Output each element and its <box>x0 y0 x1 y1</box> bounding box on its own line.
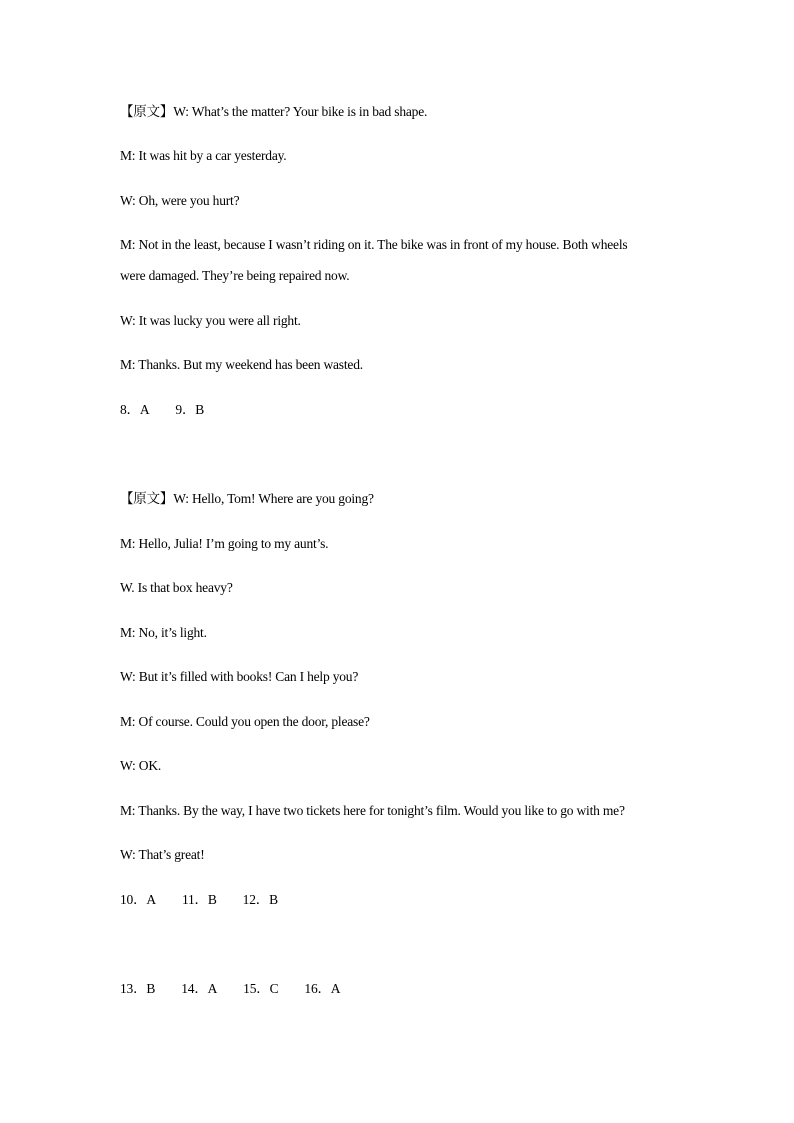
transcript-line: M: No, it’s light. <box>120 625 207 640</box>
transcript-line: W: OK. <box>120 758 162 773</box>
transcript-line: W: It was lucky you were all right. <box>120 313 301 328</box>
transcript-line: M: It was hit by a car yesterday. <box>120 148 287 163</box>
transcript-line: W: That’s great! <box>120 847 205 862</box>
transcript-line: M: Thanks. But my weekend has been wasted. <box>120 357 363 372</box>
answer-item: 10．A <box>120 892 156 907</box>
answer-item: 9．B <box>175 402 205 417</box>
answer-item: 11．B <box>181 892 217 907</box>
answer-item: 14．A <box>181 981 218 996</box>
transcript-line: M: Not in the least, because I wasn’t riding on it. The bike was in front of my house. Both wheels <box>120 237 628 252</box>
transcript-line: W. Is that box heavy? <box>120 580 233 595</box>
answer-row <box>120 402 204 418</box>
answer-row <box>120 981 340 997</box>
transcript-line: were damaged. They’re being repaired now. <box>120 268 350 283</box>
transcript-line: 【原文】W: What’s the matter? Your bike is in bad shape. <box>120 104 428 119</box>
transcript-line: M: Hello, Julia! I’m going to my aunt’s. <box>120 536 329 551</box>
answer-item: 16．A <box>304 981 341 996</box>
answer-item: 12．B <box>242 892 278 907</box>
transcript-line: M: Of course. Could you open the door, please? <box>120 714 370 729</box>
transcript-line: W: But it’s filled with books! Can I help you? <box>120 669 359 684</box>
answer-item: 15．C <box>243 981 279 996</box>
answer-row <box>120 892 278 908</box>
transcript-line: W: Oh, were you hurt? <box>120 193 240 208</box>
transcript-line: 【原文】W: Hello, Tom! Where are you going? <box>120 491 374 506</box>
answer-item: 13．B <box>120 981 156 996</box>
answer-item: 8．A <box>120 402 150 417</box>
transcript-line: M: Thanks. By the way, I have two tickets here for tonight’s film. Would you like to go with me? <box>120 803 625 818</box>
